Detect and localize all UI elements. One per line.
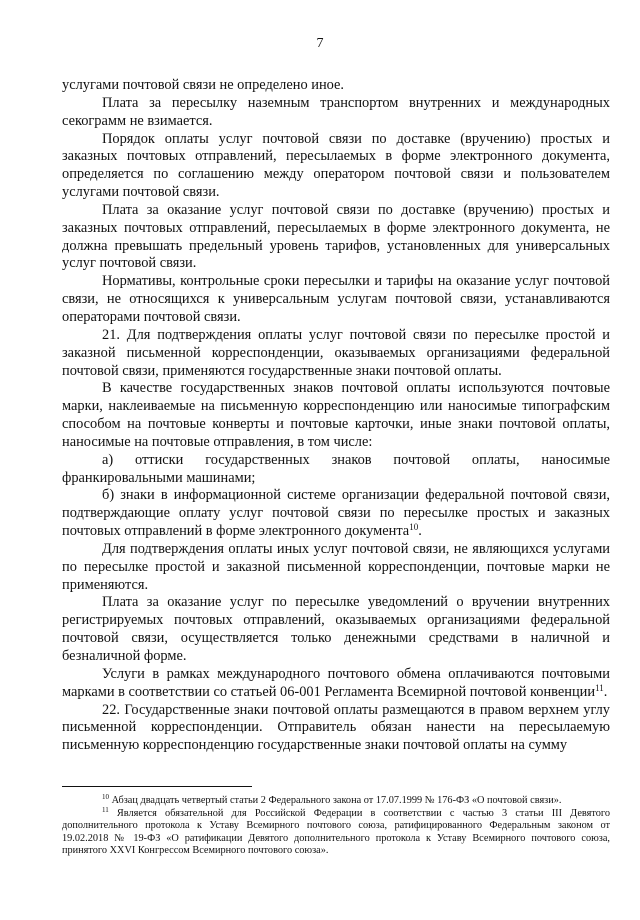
paragraph-continuation: услугами почтовой связи не определено иное. bbox=[62, 77, 345, 93]
paragraph-international-text: Услуги в рамках международного почтового обмена оплачиваются почтовыми марками в соответствии со статьей 06-001 Регламента Всемирной почтовой конвенции bbox=[62, 665, 610, 700]
paragraph-postage-signs: В качестве государственных знаков почтовой оплаты используются почтовые марки, наклеиваемые на письменную корреспонденцию или наносимые типографским способом на почтовые конверты и почтовые карточки, иные знаки почтовой оплаты, наносимые на почтовые отправления, в том числе: bbox=[62, 380, 610, 450]
footnote-10 bbox=[62, 795, 610, 808]
paragraph-non-universal-norms: Нормативы, контрольные сроки пересылки и тарифы на оказание услуг почтовой связи, не относящихся к универсальным услугам почтовой связи, устанавливаются операторами почтовой связи. bbox=[62, 273, 610, 325]
footnote-text: Является обязательной для Российской Федерации в соответствии с частью 3 статьи III Девятого дополнительного протокола к Уставу Всемирного почтового союза, ратифицированного Федеральным законом от 19.02.2018 № 19-ФЗ «О ратификации Девятого дополнительного протокола к Уставу Всемирного почтового союза, принятого XXVI Конгрессом Всемирного почтового союза». bbox=[62, 807, 610, 857]
body-text bbox=[62, 77, 610, 755]
footnote-ref-11: 11 bbox=[595, 682, 604, 693]
paragraph-secograms: Плата за пересылку наземным транспортом внутренних и международных секограмм не взимается. bbox=[62, 94, 610, 129]
paragraph-international-end: . bbox=[603, 683, 608, 700]
paragraph-clause-21: 21. Для подтверждения оплаты услуг почтовой связи по пересылке простой и заказной письменной корреспонденции, оказываемых организациями федеральной почтовой связи, применяются государственные знаки почтовой оплаты. bbox=[62, 326, 610, 379]
page-number: 7 bbox=[316, 36, 324, 51]
footnote-separator bbox=[62, 786, 252, 787]
footnote-text: Абзац двадцать четвертый статьи 2 Федерального закона от 17.07.1999 № 176-ФЗ «О почтовой связи». bbox=[111, 795, 562, 806]
list-item-b bbox=[62, 487, 610, 541]
footnote-number: 11 bbox=[102, 805, 109, 814]
footnote-ref-10: 10 bbox=[409, 522, 419, 533]
list-item-b-end: . bbox=[418, 523, 422, 540]
list-item-a: а) оттиски государственных знаков почтовой оплаты, наносимые франкировальными машинами; bbox=[62, 451, 610, 486]
paragraph-clause-22: 22. Государственные знаки почтовой оплаты размещаются в правом верхнем углу письменной корреспонденции. Отправитель обязан нанести на пересылаемую письменную корреспонденцию государственные знаки почтовой оплаты на сумму bbox=[62, 701, 610, 754]
footnote-11 bbox=[62, 805, 610, 858]
footnote-number: 10 bbox=[102, 793, 109, 801]
list-item-b-text: б) знаки в информационной системе организации федеральной почтовой связи, подтверждающие оплату услуг почтовой связи по пересылке простых и заказных почтовых отправлений в форме электронного документа bbox=[62, 487, 610, 540]
paragraph-electronic-payment-procedure: Порядок оплаты услуг почтовой связи по доставке (вручению) простых и заказных почтовых отправлений, пересылаемых в форме электронного документа, определяется по соглашению между оператором почтовой связи и пользователем услугами почтовой связи. bbox=[62, 130, 610, 201]
footnotes bbox=[62, 795, 610, 858]
paragraph-international bbox=[62, 666, 610, 702]
paragraph-other-services: Для подтверждения оплаты иных услуг почтовой связи, не являющихся услугами по пересылке простой и заказной письменной корреспонденции, почтовые марки не применяются. bbox=[62, 540, 610, 593]
paragraph-notification-fees: Плата за оказание услуг по пересылке уведомлений о вручении внутренних регистрируемых почтовых отправлений, оказываемых организациями федеральной почтовой связи, осуществляется только денежными средствами в наличной и безналичной форме. bbox=[62, 594, 610, 664]
paragraph-electronic-tariff-limit: Плата за оказание услуг почтовой связи по доставке (вручению) простых и заказных почтовых отправлений, пересылаемых в форме электронного документа, не должна превышать предельный уровень тарифов, установленных для универсальных услуг почтовой связи. bbox=[62, 201, 610, 272]
